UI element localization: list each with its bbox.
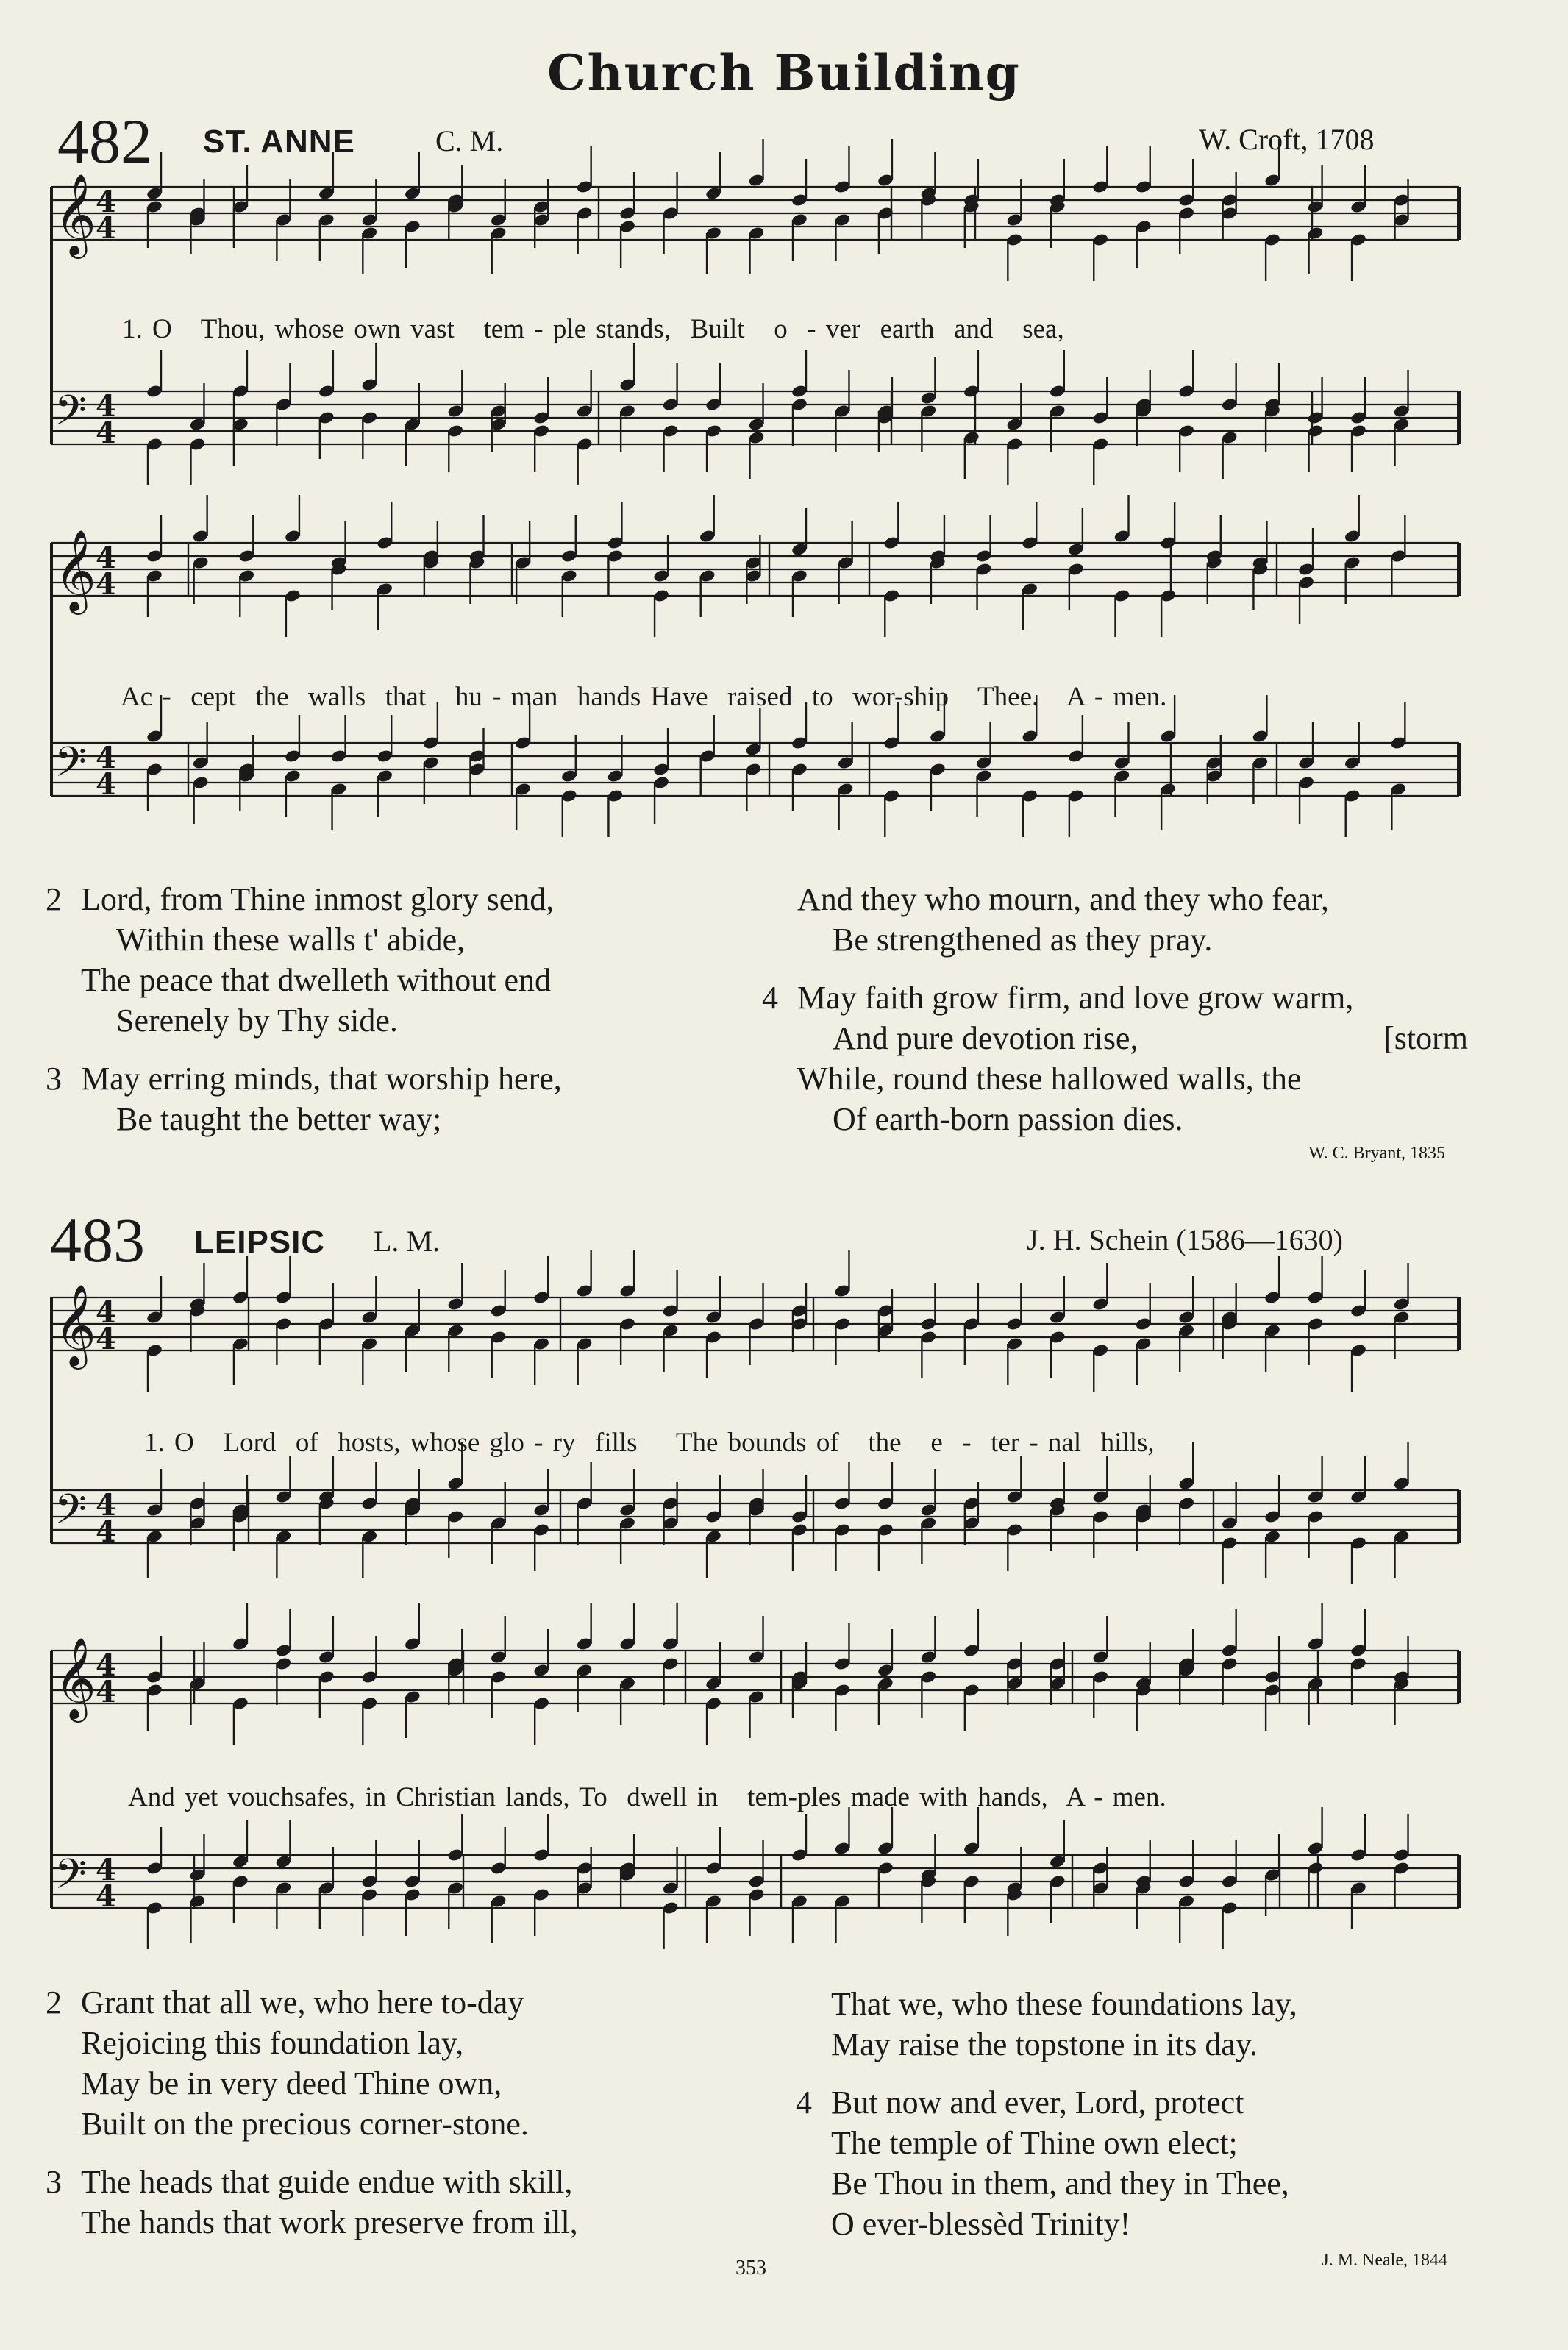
- verse-line: Be Thou in them, and they in Thee,: [831, 2165, 1289, 2201]
- svg-text:4: 4: [96, 1295, 116, 1330]
- lyric-line: Ac - cept the walls that hu - man hands Have raised to wor-ship Thee. A - men.: [121, 682, 1167, 712]
- verse-line: And they who mourn, and they who fear,: [797, 881, 1329, 917]
- verse-line: Of earth-born passion dies.: [833, 1101, 1183, 1137]
- verses-right: [762, 879, 1497, 1157]
- svg-text:4: 4: [96, 389, 116, 424]
- svg-text:𝄢: 𝄢: [54, 1486, 87, 1544]
- verses-left: [46, 1982, 781, 2260]
- verse: [762, 879, 1497, 960]
- verse-line: Grant that all we, who here to-day: [81, 1984, 524, 2020]
- svg-text:𝄞: 𝄞: [54, 529, 96, 611]
- verse: [762, 978, 1497, 1139]
- hymn-number: 483: [50, 1205, 145, 1275]
- verse-number: 4: [762, 980, 778, 1016]
- verse-line: The peace that dwelleth without end: [81, 962, 551, 998]
- verse: [796, 1984, 1502, 2065]
- svg-text:4: 4: [96, 741, 116, 775]
- svg-text:𝄢: 𝄢: [54, 387, 87, 445]
- svg-text:4: 4: [96, 1488, 116, 1523]
- verse-number: 2: [46, 1984, 62, 2020]
- verse-line: Serenely by Thy side.: [116, 1003, 398, 1039]
- verse-number: 3: [46, 2164, 62, 2200]
- section-title: Church Building: [547, 44, 1021, 102]
- verse-line: Rejoicing this foundation lay,: [81, 2025, 464, 2061]
- lyric-line: 1. O Thou, whose own vast tem - ple stands, Built o - ver earth and sea,: [122, 314, 1064, 344]
- verse-line: Be taught the better way;: [116, 1101, 442, 1137]
- svg-text:4: 4: [96, 1322, 116, 1356]
- composer: W. Croft, 1708: [1199, 123, 1375, 156]
- svg-text:4: 4: [96, 1879, 116, 1914]
- svg-text:𝄞: 𝄞: [54, 173, 96, 255]
- page-number: 353: [735, 2257, 766, 2279]
- verse: [46, 1058, 781, 1139]
- svg-text:4: 4: [96, 541, 116, 575]
- verse-number: 2: [46, 881, 62, 917]
- verse-line: The hands that work preserve from ill,: [81, 2204, 578, 2240]
- verse-line: The temple of Thine own elect;: [831, 2125, 1238, 2161]
- verse: [46, 1982, 781, 2144]
- lyric-line: And yet vouchsafes, in Christian lands, To dwell in tem-ples made with hands, A - men.: [128, 1782, 1166, 1812]
- svg-text:4: 4: [96, 1853, 116, 1887]
- svg-text:4: 4: [96, 1675, 116, 1709]
- svg-text:4: 4: [96, 211, 116, 246]
- verse-line: Built on the precious corner-stone.: [81, 2106, 529, 2142]
- svg-text:𝄢: 𝄢: [54, 1851, 87, 1909]
- verse-line: But now and ever, Lord, protect: [831, 2084, 1244, 2121]
- svg-text:4: 4: [96, 1514, 116, 1549]
- verse-line: May raise the topstone in its day.: [831, 2026, 1258, 2062]
- verses-left: [46, 879, 781, 1157]
- svg-text:4: 4: [96, 767, 116, 802]
- verse-line: O ever-blessèd Trinity!: [831, 2206, 1131, 2242]
- verse-line: Within these walls t' abide,: [116, 922, 466, 958]
- svg-text:4: 4: [96, 185, 116, 219]
- verse: [46, 2162, 781, 2243]
- svg-text:𝄞: 𝄞: [54, 1283, 96, 1366]
- verse-line: May be in very deed Thine own,: [81, 2065, 502, 2101]
- verse-number: 4: [796, 2084, 812, 2121]
- verse-number: 3: [46, 1061, 62, 1097]
- author-credit: W. C. Bryant, 1835: [1308, 1144, 1445, 1163]
- verse-line: May faith grow firm, and love grow warm,: [797, 980, 1354, 1016]
- verse-line: [storm: [1383, 1020, 1468, 1056]
- verse-line: That we, who these foundations lay,: [831, 1986, 1297, 2022]
- verse-line: Be strengthened as they pray.: [833, 922, 1213, 958]
- tune-name: ST. ANNE: [203, 124, 355, 160]
- verse-line: And pure devotion rise,: [833, 1020, 1138, 1056]
- tune-name: LEIPSIC: [194, 1224, 326, 1260]
- svg-text:4: 4: [96, 1648, 116, 1683]
- svg-text:4: 4: [96, 567, 116, 602]
- verse: [46, 879, 781, 1041]
- svg-text:𝄞: 𝄞: [54, 1637, 96, 1719]
- lyric-line: 1. O Lord of hosts, whose glo - ry fills The bounds of the e - ter - nal hills,: [144, 1428, 1155, 1458]
- composer: J. H. Schein (1586—1630): [1027, 1223, 1343, 1256]
- author-credit: J. M. Neale, 1844: [1322, 2251, 1447, 2270]
- svg-text:𝄢: 𝄢: [54, 738, 87, 797]
- verse-line: While, round these hallowed walls, the: [797, 1061, 1302, 1097]
- svg-text:4: 4: [96, 416, 116, 450]
- meter: L. M.: [374, 1225, 440, 1258]
- verse-line: The heads that guide endue with skill,: [81, 2164, 573, 2200]
- verses-right: [796, 1984, 1502, 2262]
- verse-line: May erring minds, that worship here,: [81, 1061, 562, 1097]
- meter: C. M.: [435, 124, 504, 157]
- verse-line: Lord, from Thine inmost glory send,: [81, 881, 555, 917]
- verse: [796, 2082, 1502, 2244]
- hymn-number: 482: [57, 106, 152, 177]
